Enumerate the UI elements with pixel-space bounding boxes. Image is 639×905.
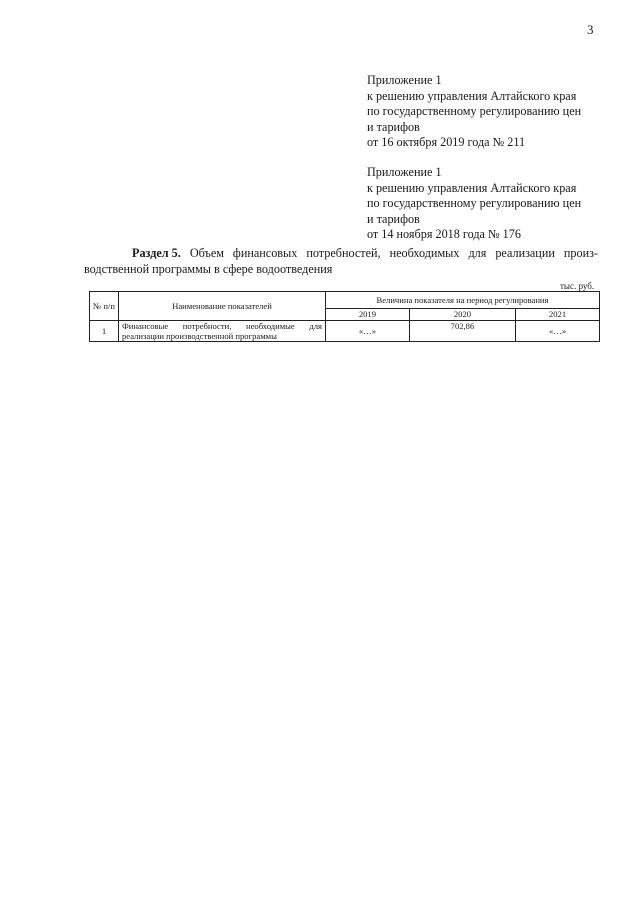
appendix-authority-line: по государственному регулированию цен: [367, 196, 582, 210]
header-number: № п/п: [90, 292, 119, 321]
row-name: Финансовые потребности, необходимые для реализации производственной программы: [119, 321, 326, 342]
page-number: 3: [587, 22, 594, 37]
appendix-date-line: от 16 октября 2019 года № 211: [367, 135, 526, 149]
appendix-title: Приложение 1: [367, 73, 442, 87]
appendix-authority-line-2: и тарифов: [367, 119, 420, 134]
appendix-current-header: [367, 73, 612, 151]
row-number: 1: [90, 321, 119, 342]
section-word: реализации: [495, 246, 555, 260]
table-header-row: [90, 292, 600, 309]
row-value-2021: «…»: [516, 321, 600, 342]
financial-needs-table: [89, 291, 600, 342]
row-value-2020: 702,86: [409, 321, 515, 342]
units-label: тыс. руб.: [560, 281, 595, 291]
header-period: Величина показателя на период регулирования: [326, 292, 600, 309]
header-year: 2019: [326, 308, 410, 320]
section-heading: [84, 246, 598, 277]
appendix-date-line: от 14 ноября 2018 года № 176: [367, 227, 521, 241]
header-year: 2021: [516, 308, 600, 320]
section-word: потребностей,: [306, 246, 381, 260]
appendix-decision-line: к решению управления Алтайского края: [367, 180, 577, 195]
appendix-previous-header: [367, 165, 612, 243]
table-row: [90, 321, 600, 342]
section-heading-line-1: [84, 246, 598, 262]
row-value-2019: «…»: [326, 321, 410, 342]
section-word: финансовых: [232, 246, 298, 260]
section-word: для: [468, 246, 487, 260]
header-name: Наименование показателей: [119, 292, 326, 321]
header-year: 2020: [409, 308, 515, 320]
section-word: необходимых: [389, 246, 460, 260]
section-word: Объем: [189, 246, 224, 260]
appendix-authority-line-2: и тарифов: [367, 211, 420, 226]
section-word: произ-: [563, 246, 598, 260]
appendix-title: Приложение 1: [367, 165, 442, 179]
appendix-authority-line: по государственному регулированию цен: [367, 104, 582, 118]
appendix-decision-line: к решению управления Алтайского края: [367, 88, 577, 103]
section-label: Раздел 5.: [132, 246, 181, 260]
section-heading-line-2: водственной программы в сфере водоотведения: [84, 261, 333, 276]
